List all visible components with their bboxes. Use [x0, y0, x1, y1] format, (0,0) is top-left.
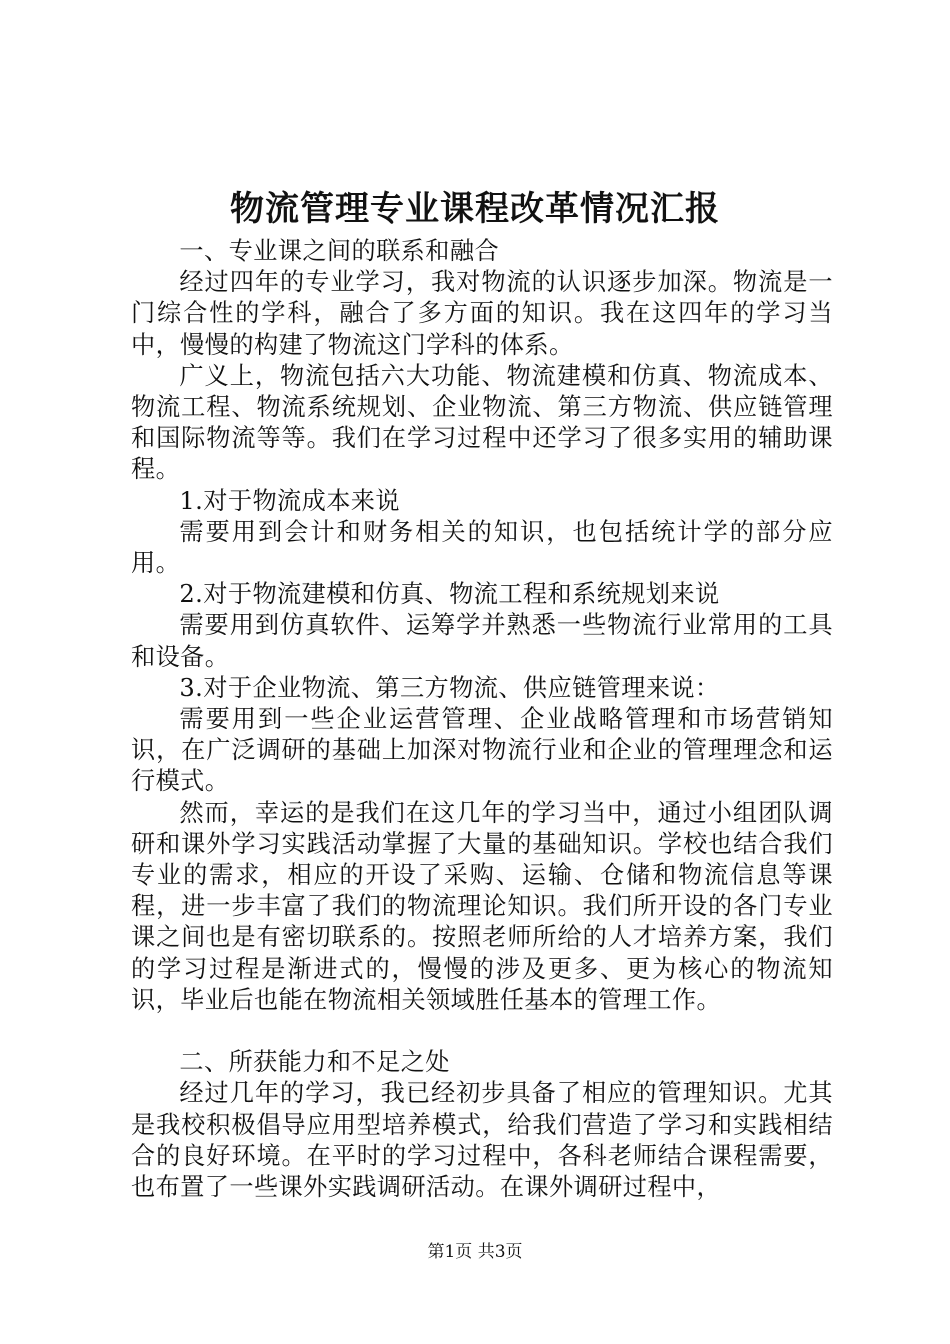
paragraph: 经过四年的专业学习，我对物流的认识逐步加深。物流是一门综合性的学科，融合了多方面的知识。我在这四年的学习当中，慢慢的构建了物流这门学科的体系。 — [131, 268, 833, 359]
paragraph: 需要用到仿真软件、运筹学并熟悉一些物流行业常用的工具和设备。 — [131, 611, 833, 671]
list-item-heading: 2.对于物流建模和仿真、物流工程和系统规划来说 — [179, 580, 720, 609]
paragraph: 然而，幸运的是我们在这几年的学习当中，通过小组团队调研和课外学习实践活动掌握了大量的基础知识。学校也结合我们专业的需求，相应的开设了采购、运输、仓储和物流信息等课程，进一步丰富了我们的物流理论知识。我们所开设的各门专业课之间也是有密切联系的。按照老师所给的人才培养方案，我们的学习过程是渐进式的，慢慢的涉及更多、更为核心的物流知识，毕业后也能在物流相关领域胜任基本的管理工作。 — [131, 798, 833, 1014]
document-title: 物流管理专业课程改革情况汇报 — [230, 189, 720, 229]
section-heading-2: 二、所获能力和不足之处 — [179, 1048, 450, 1077]
paragraph: 需要用到一些企业运营管理、企业战略管理和市场营销知识，在广泛调研的基础上加深对物流行业和企业的管理理念和运行模式。 — [131, 705, 833, 796]
paragraph: 经过几年的学习，我已经初步具备了相应的管理知识。尤其是我校积极倡导应用型培养模式，给我们营造了学习和实践相结合的良好环境。在平时的学习过程中，各科老师结合课程需要，也布置了一些课外实践调研活动。在课外调研过程中， — [131, 1079, 833, 1202]
page-footer: 第1页 共3页 — [427, 1242, 523, 1262]
document-body — [131, 236, 833, 1203]
section-heading-1: 一、专业课之间的联系和融合 — [179, 237, 500, 265]
list-item-heading: 3.对于企业物流、第三方物流、供应链管理来说： — [179, 673, 720, 702]
paragraph-spacer — [131, 1016, 833, 1047]
list-item-heading: 1.对于物流成本来说 — [179, 486, 400, 515]
paragraph: 广义上，物流包括六大功能、物流建模和仿真、物流成本、物流工程、物流系统规划、企业物流、第三方物流、供应链管理和国际物流等等。我们在学习过程中还学习了很多实用的辅助课程。 — [131, 361, 833, 484]
paragraph: 需要用到会计和财务相关的知识，也包括统计学的部分应用。 — [131, 517, 833, 578]
